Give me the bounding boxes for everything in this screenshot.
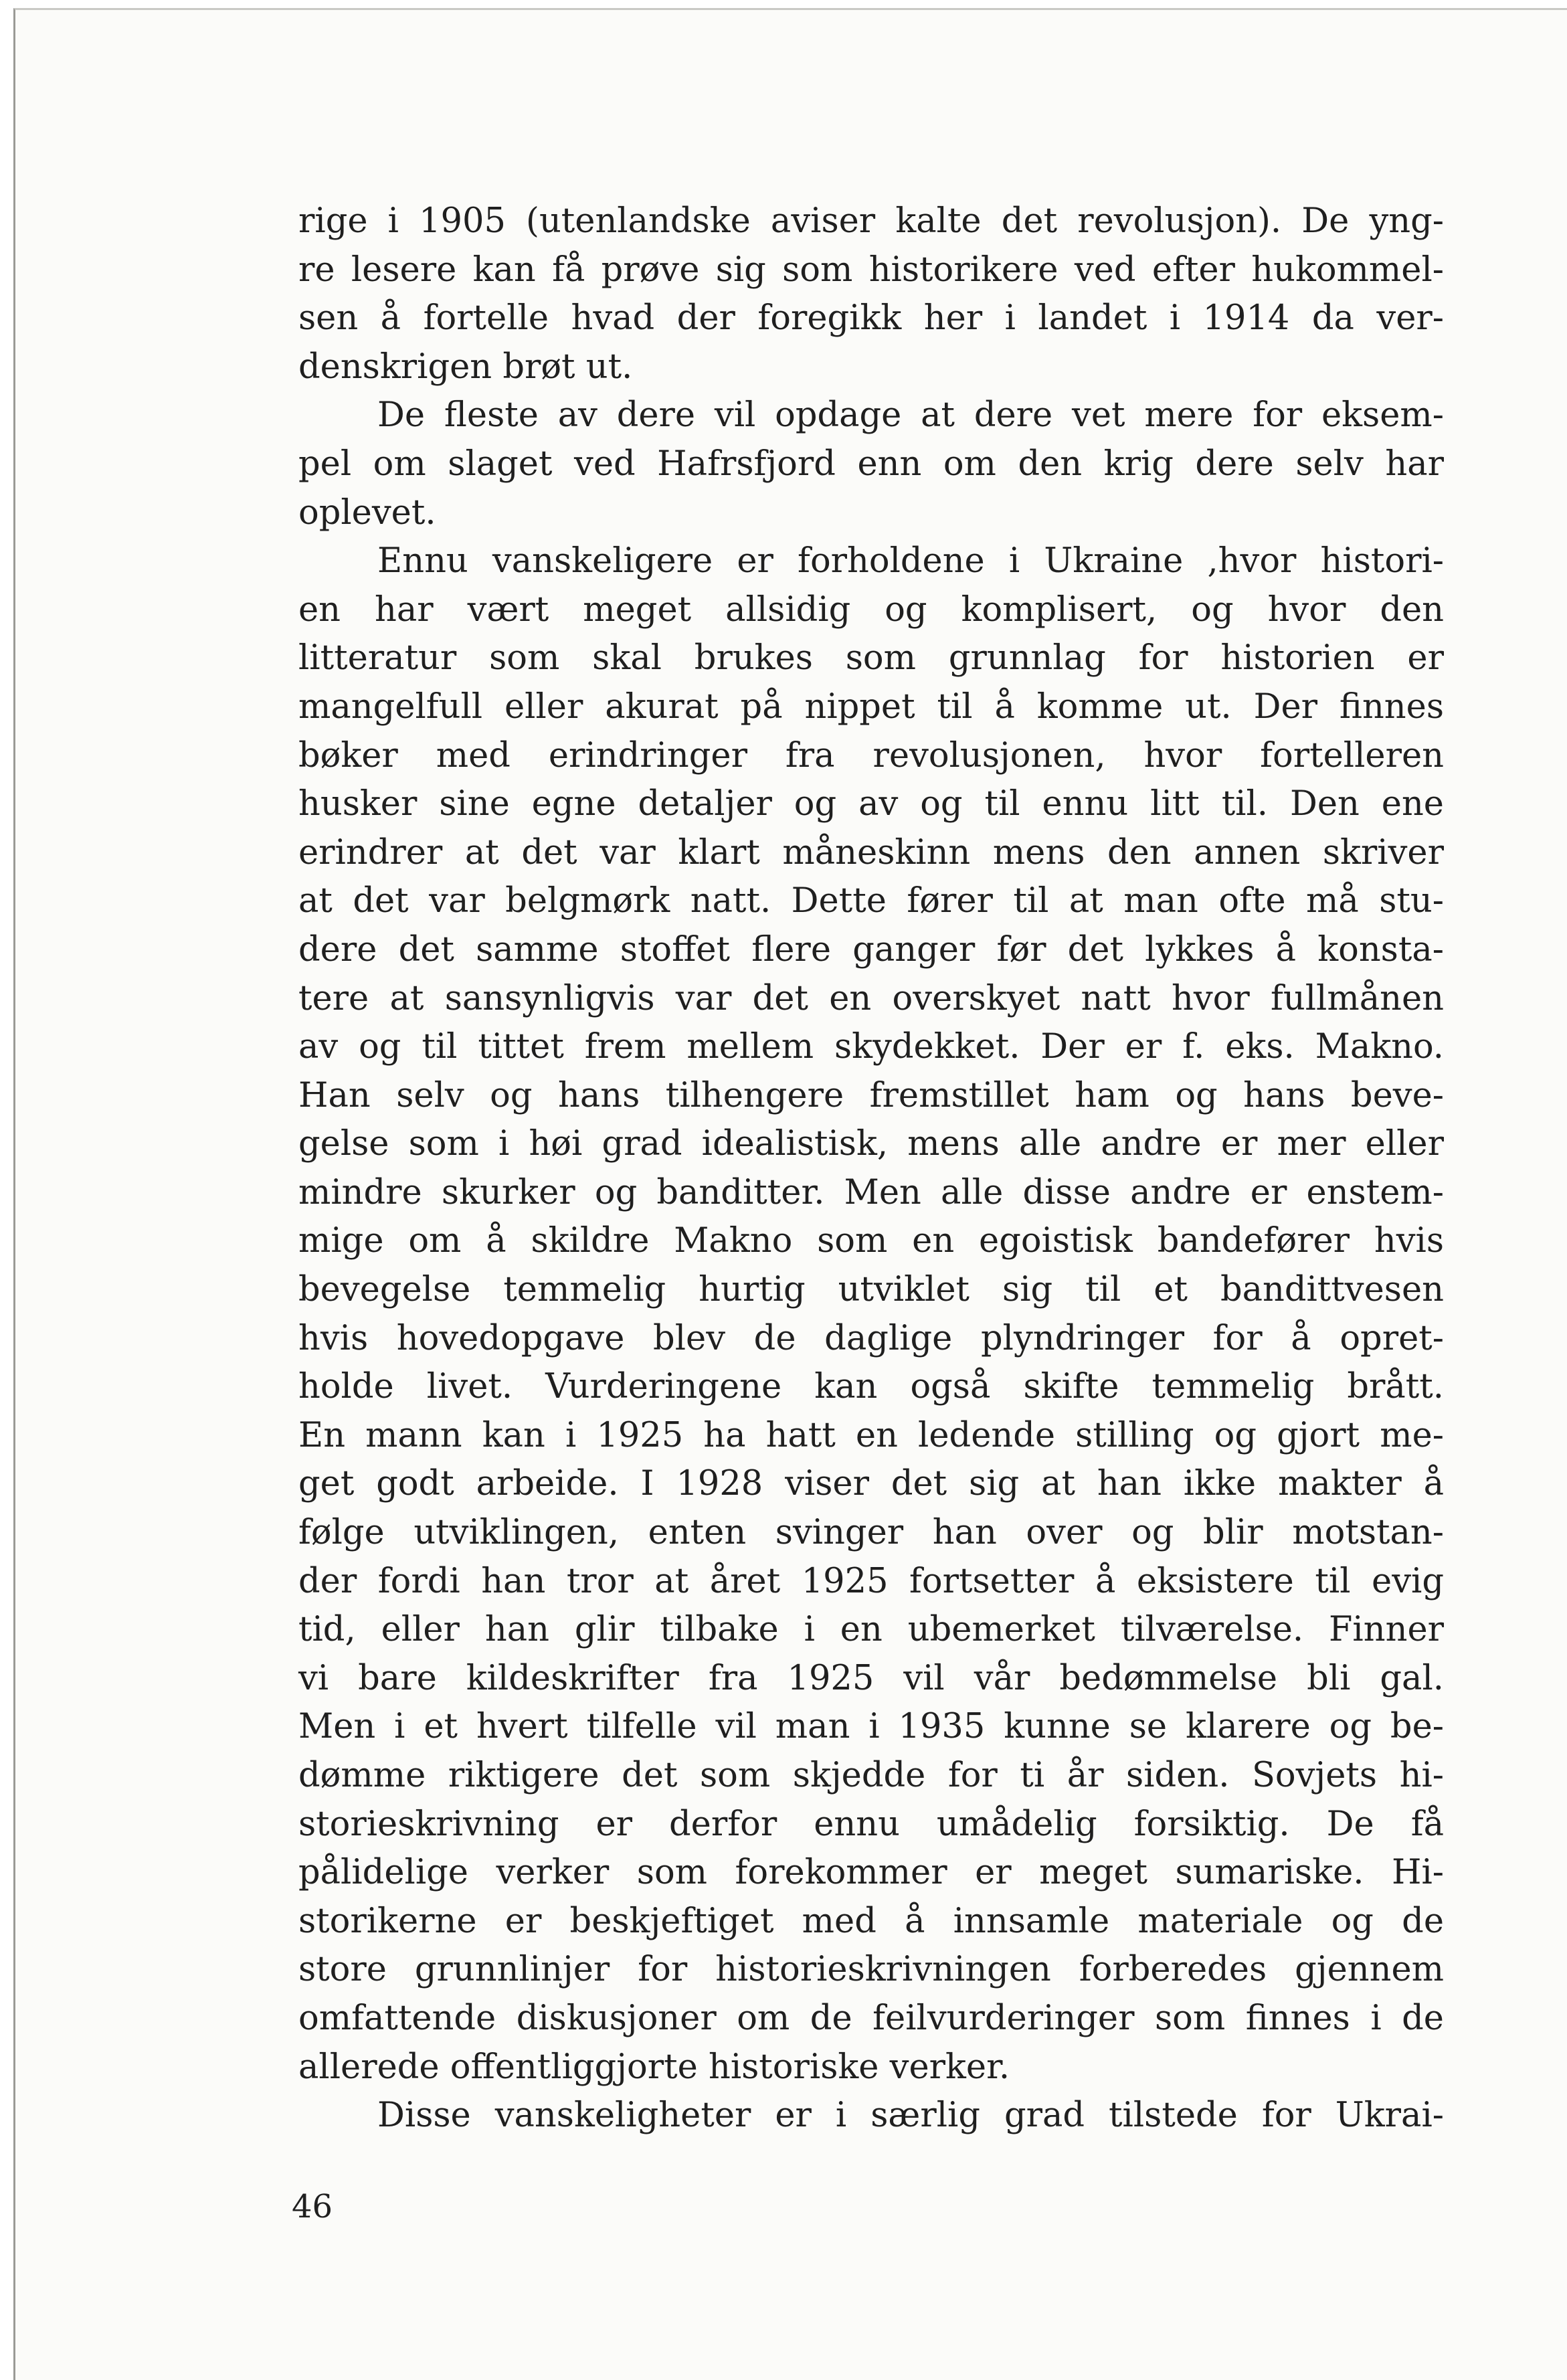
text-line: sen å fortelle hvad der foregikk her i landet i 1914 da ver- [298,298,1444,339]
text-line: tere at sansynligvis var det en overskyet natt hvor fullmånen [298,978,1444,1018]
text-line: mindre skurker og banditter. Men alle disse andre er enstem- [298,1172,1444,1212]
text-line: pålidelige verker som forekommer er meget sumariske. Hi- [298,1853,1444,1893]
text-line: store grunnlinjer for historieskrivningen forberedes gjennem [298,1950,1444,1990]
text-line: vi bare kildeskrifter fra 1925 vil vår bedømmelse bli gal. [298,1658,1444,1698]
text-line: dømme riktigere det som skjedde for ti år siden. Sovjets hi- [298,1756,1444,1795]
text-line: get godt arbeide. I 1928 viser det sig at han ikke makter å [298,1464,1444,1504]
text-line: denskrigen brøt ut. [298,347,633,387]
text-line: at det var belgmørk natt. Dette fører til at man ofte må stu- [298,881,1444,921]
text-line: rige i 1905 (utenlandske aviser kalte det revolusjon). De yng- [298,201,1444,241]
text-line: storikerne er beskjeftiget med å innsamle materiale og de [298,1901,1444,1941]
text-line: følge utviklingen, enten svinger han over og blir motstan- [298,1513,1444,1553]
text-line: bevegelse temmelig hurtig utviklet sig til et bandittvesen [298,1270,1444,1310]
page-number: 46 [292,2188,333,2225]
text-line: oplevet. [298,492,436,533]
paragraph-4 [298,2092,1444,2140]
text-line: erindrer at det var klart måneskinn mens den annen skriver [298,832,1444,873]
text-line: tid, eller han glir tilbake i en ubemerket tilværelse. Finner [298,1610,1444,1650]
paragraph-2 [298,391,1444,537]
text-line: En mann kan i 1925 ha hatt en ledende stilling og gjort me- [298,1415,1444,1455]
text-line: av og til tittet frem mellem skydekket. Der er f. eks. Makno. [298,1027,1444,1067]
paragraph-3 [298,537,1444,2092]
paragraph-1 [298,197,1444,391]
text-line: re lesere kan få prøve sig som historikere ved efter hukommel- [298,250,1444,290]
body-text [298,197,1444,2140]
text-line: allerede offentliggjorte historiske verker. [298,2047,1010,2087]
text-line: en har vært meget allsidig og komplisert, og hvor den [298,589,1444,630]
text-line: husker sine egne detaljer og av og til ennu litt til. Den ene [298,784,1444,824]
text-line: bøker med erindringer fra revolusjonen, hvor fortelleren [298,735,1444,775]
text-line: Han selv og hans tilhengere fremstillet ham og hans beve- [298,1075,1444,1115]
text-line: gelse som i høi grad idealistisk, mens alle andre er mer eller [298,1124,1444,1164]
text-line: der fordi han tror at året 1925 fortsetter å eksistere til evig [298,1561,1444,1601]
text-line: mangelfull eller akurat på nippet til å komme ut. Der finnes [298,686,1444,727]
text-line: dere det samme stoffet flere ganger før det lykkes å konsta- [298,929,1444,970]
text-line: pel om slaget ved Hafrsfjord enn om den krig dere selv har [298,444,1444,484]
text-line: omfattende diskusjoner om de feilvurderinger som finnes i de [298,1998,1444,2038]
text-line: Ennu vanskeligere er forholdene i Ukraine ,hvor histori- [377,541,1444,581]
text-line: holde livet. Vurderingene kan også skifte temmelig brått. [298,1367,1444,1407]
text-line: storieskrivning er derfor ennu umådelig forsiktig. De få [298,1804,1444,1844]
text-line: mige om å skildre Makno som en egoistisk bandefører hvis [298,1221,1444,1261]
book-page [13,8,1567,2380]
text-line: Disse vanskeligheter er i særlig grad tilstede for Ukrai- [377,2096,1444,2136]
text-line: Men i et hvert tilfelle vil man i 1935 kunne se klarere og be- [298,1707,1444,1747]
text-line: hvis hovedopgave blev de daglige plyndringer for å opret- [298,1318,1444,1358]
text-line: De fleste av dere vil opdage at dere vet mere for eksem- [377,395,1444,436]
text-line: litteratur som skal brukes som grunnlag for historien er [298,638,1444,678]
